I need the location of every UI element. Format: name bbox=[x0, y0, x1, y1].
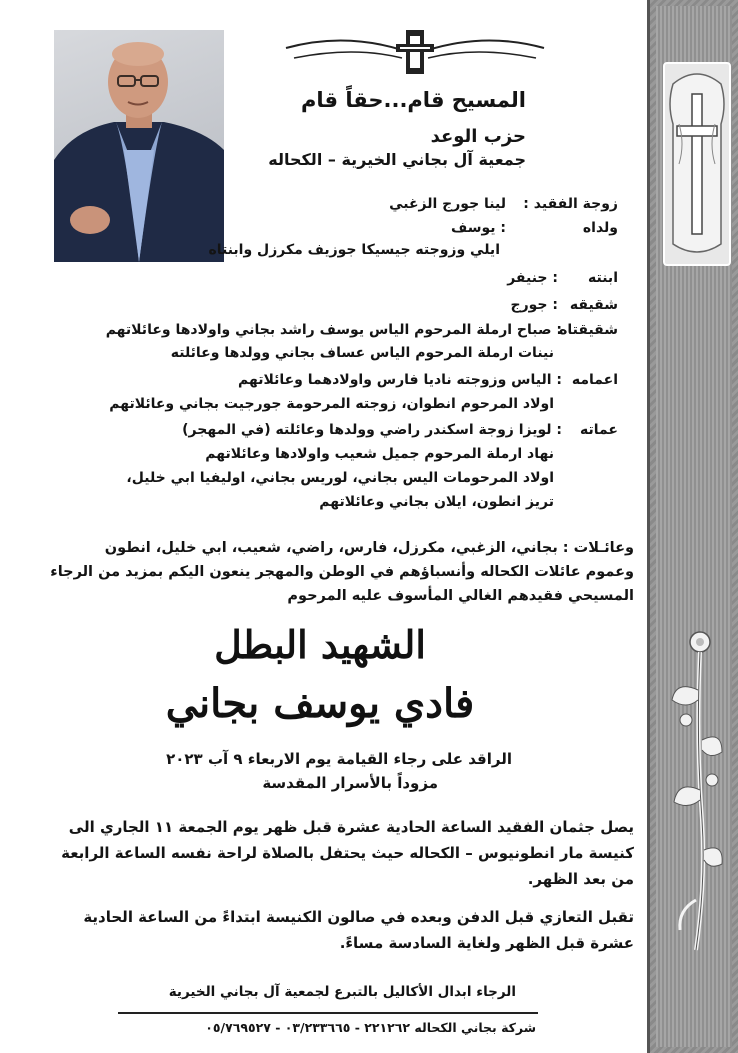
wife-label: زوجة الفقيد : bbox=[523, 196, 618, 212]
aunts-label: عماته bbox=[580, 422, 618, 438]
aunt-2: نهاد ارملة المرحوم جميل شعيب واولادها وعائلاتهم bbox=[205, 446, 554, 462]
repose-date: الراقد على رجاء القيامة يوم الاربعاء ٩ آب ٢٠٢٣ bbox=[166, 750, 512, 768]
condolences-line-1: تقبل التعازي قبل الدفن وبعده في صالون الكنيسة ابتداءً من الساعة الحادية bbox=[83, 908, 634, 926]
aunt-1: : لويزا زوجة اسكندر راضي وولدها وعائلته (في المهجر) bbox=[182, 422, 562, 438]
funeral-line-3: من بعد الظهر. bbox=[527, 870, 634, 888]
flower-icon bbox=[666, 620, 726, 960]
cross-icon bbox=[663, 62, 731, 266]
sacraments-line: مزوداً بالأسرار المقدسة bbox=[262, 774, 438, 792]
deceased-name: فادي يوسف بجاني bbox=[165, 680, 475, 727]
footer-divider bbox=[118, 1012, 538, 1014]
sons-label: ولداه bbox=[582, 220, 618, 236]
association-name: جمعية آل بجاني الخيرية – الكحاله bbox=[268, 150, 526, 169]
donation-note: الرجاء ابدال الأكاليل بالتبرع لجمعية آل بجاني الخيرية bbox=[168, 984, 516, 1000]
aunt-3: اولاد المرحومات اليس بجاني، لوريس بجاني، اوليفيا ابي خليل، bbox=[126, 470, 554, 486]
condolences-line-2: عشرة قبل الظهر ولغاية السادسة مساءً. bbox=[339, 934, 634, 952]
deceased-photo bbox=[54, 30, 224, 262]
families-line-2: وعموم عائلات الكحاله وأنسباؤهم في الوطن والمهجر ينعون اليكم بمزيد من الرجاء bbox=[50, 564, 634, 580]
aunt-4: تريز انطون، ايلان بجاني وعائلاتهم bbox=[319, 494, 554, 510]
sister-2: نينات ارملة المرحوم الياس عساف بجاني وولدها وعائلته bbox=[170, 345, 554, 361]
cross-ornament-icon bbox=[284, 28, 546, 78]
uncles-label: اعمامه bbox=[571, 372, 618, 388]
brother-label: شقيقه bbox=[569, 297, 618, 313]
header-title: المسيح قام...حقاً قام bbox=[301, 88, 526, 112]
families-line-3: المسيحي فقيدهم الغالي المأسوف عليه المرحوم bbox=[287, 588, 634, 604]
son-1: : يوسف bbox=[451, 220, 506, 236]
daughter-name: : جنيفر bbox=[507, 270, 558, 286]
funeral-line-2: كنيسة مار انطونيوس – الكحاله حيث يحتفل بالصلاة لراحة نفسه الساعة الرابعة bbox=[61, 844, 634, 862]
funeral-line-1: يصل جثمان الفقيد الساعة الحادية عشرة قبل ظهر يوم الجمعة ١١ الجاري الى bbox=[68, 818, 634, 836]
sisters-label: شقيقتاه bbox=[559, 322, 618, 338]
son-2: ايلي وزوجته جيسيكا جوزيف مكرزل وابنتاه bbox=[208, 242, 500, 258]
wife-name: لينا جورج الزغبي bbox=[389, 196, 506, 212]
deceased-title: الشهيد البطل bbox=[214, 622, 426, 667]
sister-1: : صباح ارملة المرحوم الياس يوسف راشد بجاني واولادها وعائلاتهم bbox=[105, 322, 562, 338]
decorative-sidebar bbox=[647, 0, 738, 1053]
brother-name: : جورج bbox=[510, 297, 558, 313]
daughter-label: ابنته bbox=[588, 270, 618, 286]
uncle-2: اولاد المرحوم انطوان، زوجته المرحومة جورجيت بجاني وعائلاتهم bbox=[109, 396, 554, 412]
party-name: حزب الوعد bbox=[430, 126, 526, 147]
company-line: شركة بجاني الكحاله ٢٢١٢٦٢ - ٠٣/٢٣٣٦٦٥ - ٠٥/٧٦٩٥٢٧ bbox=[205, 1020, 536, 1035]
uncle-1: : الياس وزوجته ناديا فارس واولادهما وعائلاتهم bbox=[237, 372, 562, 388]
families-line-1: وعائـلات : بجاني، الزغبي، مكرزل، فارس، راضي، شعيب، ابي خليل، انطون bbox=[104, 540, 634, 556]
